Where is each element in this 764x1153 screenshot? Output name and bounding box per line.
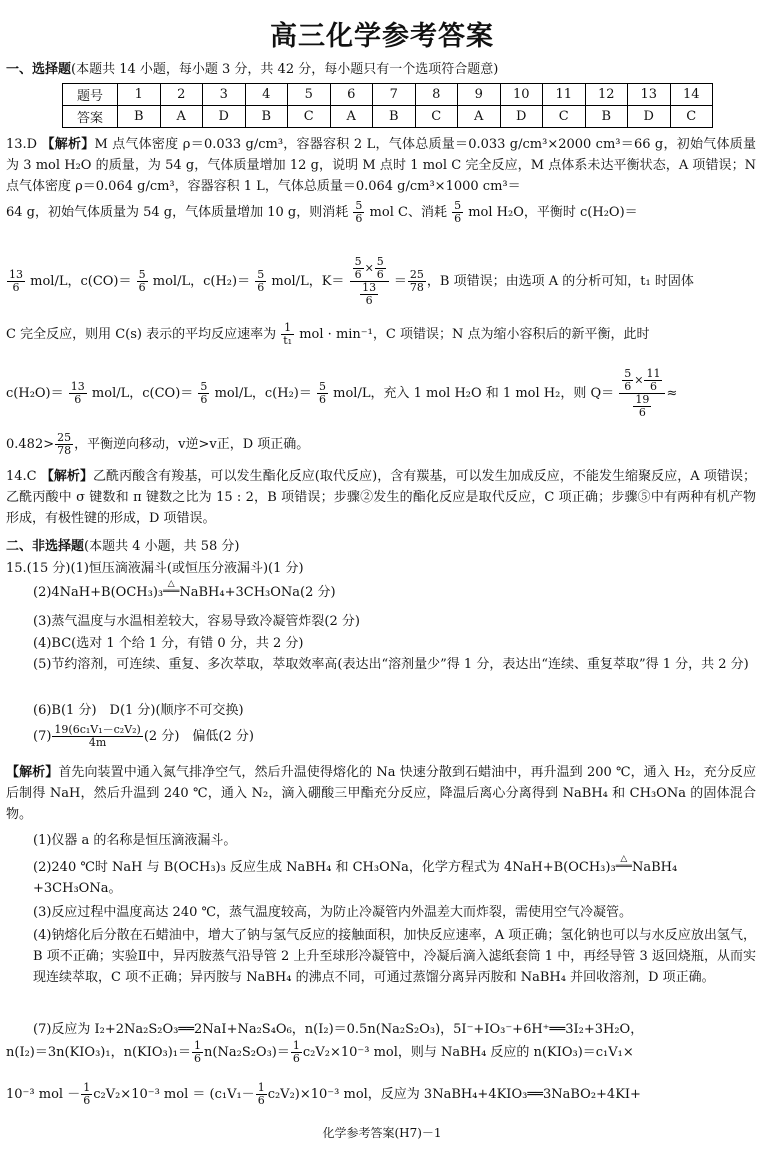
q13-paragraph: 13.D 【解析】M 点气体密度 ρ＝0.033 g/cm³，容器容积 2 L，气体总质量＝0.033 g/cm³×2000 cm³＝66 g，初始气体质量为 3 mol H₂O 的质量，为 54 g，气体质量增加 12 g，说明 M 点时 1 mol C 完全反应，M 点体系未达平衡状态，A 项错误；N 点气体密度 ρ＝0.064 g/cm³，容器容积 1 L，气体总质量＝0.064 g/cm³×1000 cm³＝ (6, 137, 756, 194)
numerator: 1 (257, 1081, 265, 1094)
analysis-text: c₂V₂×10⁻³ mol，则与 NaBH₄ 反应的 n(KIO₃)＝c₁V₁× (302, 1045, 634, 1060)
numerator: 5 (624, 367, 632, 380)
denominator: 6 (83, 1094, 91, 1107)
page-title: 高三化学参考答案 (270, 21, 494, 52)
section-1-heading (6, 58, 498, 77)
q-fraction (619, 368, 665, 419)
fraction (633, 394, 651, 419)
q-denominator (619, 394, 665, 419)
fraction (137, 269, 148, 294)
numerator: 1 (292, 1039, 300, 1052)
q13-text: mol · min⁻¹，C 项错误；N 点为缩小容积后的新平衡，此时 (299, 327, 650, 342)
answer-cell: B (585, 106, 628, 128)
fraction (360, 282, 378, 307)
q13-text-1: M 点气体密度 ρ＝0.033 g/cm³，容器容积 2 L，气体总质量＝0.033 g/cm³×2000 cm³＝66 g，初始气体质量为 3 mol H₂O 的质量，为 54 g，气体质量增加 12 g，说明 M 点时 1 mol C 完全反应，M 点体系未达平衡状态，A 项错误；N 点气体密度 ρ＝0.064 g/cm³，容器容积 1 L，气体总质量＝0.064 g/cm³×1000 cm³＝ (6, 137, 756, 194)
number-cell: 14 (670, 84, 713, 106)
denominator: 6 (355, 212, 363, 225)
answer-7-prefix: (7) (33, 729, 52, 744)
equation-left: (2)4NaH+B(OCH₃)₃ (33, 585, 164, 600)
q15-answer-7 (6, 724, 764, 749)
answer-cell: D (203, 106, 246, 128)
answer-cell: A (160, 106, 203, 128)
section-2-note: (本题共 4 小题，共 58 分) (84, 539, 240, 554)
section-2-label: 二、非选择题 (6, 539, 85, 554)
q14-text: 乙酰丙酸含有羧基，可以发生酯化反应(取代反应)，含有羰基，可以发生加成反应，不能发生缩聚反应，A 项错误；乙酰丙酸中 σ 键数和 π 键数之比为 15 : 2，B 项错误；步骤②发生的酯化反应是取代反应，C 项正确；步骤⑤中有两种有机产物形成，有极性键的形成，D 项错误。 (6, 469, 756, 526)
header-label-cell: 题号 (63, 84, 118, 106)
denominator: 6 (257, 281, 265, 294)
q13-text: C 完全反应，则用 C(s) 表示的平均反应速率为 (6, 327, 277, 342)
denominator: 6 (376, 268, 384, 281)
q13-text: ，平衡逆向移动，v逆>v正，D 项正确。 (74, 437, 310, 452)
answer-cell: A (330, 106, 373, 128)
answer-7-suffix: (2 分) 偏低(2 分) (143, 729, 254, 744)
numerator: 5 (319, 380, 327, 393)
fraction (353, 256, 364, 281)
q15-analysis-3 (6, 855, 756, 899)
denominator: 4m (88, 736, 107, 749)
numerator: 1 (83, 1081, 91, 1094)
numerator: 1 (281, 322, 294, 335)
fraction (55, 432, 73, 457)
numerator: 19 (635, 393, 650, 406)
fraction (408, 269, 426, 294)
answer-cell: C (288, 106, 331, 128)
q15-answer-6: (6)B(1 分) D(1 分)(顺序不可交换) (33, 703, 244, 718)
number-cell: 3 (203, 84, 246, 106)
fraction (255, 269, 266, 294)
denominator: 6 (365, 294, 373, 307)
answer-label-cell: 答案 (63, 106, 118, 128)
answer-cell: D (628, 106, 671, 128)
fraction (291, 1040, 302, 1065)
numerator: 5 (355, 199, 363, 212)
q15-answer-1: 15.(15 分)(1)恒压滴液漏斗(或恒压分液漏斗)(1 分) (6, 561, 304, 576)
numerator: 5 (257, 268, 265, 281)
q13-line-6 (6, 322, 758, 347)
numerator: 5 (138, 268, 146, 281)
answer-cell: D (500, 106, 543, 128)
numerator: 19(6c₁V₁－c₂V₂) (54, 723, 141, 736)
heat-arrow: △ ═══ (163, 579, 180, 597)
analysis-text: 首先向装置中通入氮气排净空气，然后升温使得熔化的 Na 快速分散到石蜡油中，再升温到 200 ℃，通入 H₂，充分反应后制得 NaH，然后升温到 240 ℃，通入 N₂，滴入硼酸三甲酯充分反应，降温后离心分离得到 NaBH₄ 和 CH₃ONa 的固体混合物。 (6, 765, 756, 822)
answer-cell: B (373, 106, 416, 128)
numerator: 13 (70, 380, 85, 393)
denominator: 6 (194, 1052, 202, 1065)
fraction (81, 1082, 92, 1107)
analysis-text: NaBH₄ (631, 860, 678, 875)
analysis-text: n(I₂)＝3n(KIO₃)₁，n(KIO₃)₁＝ (6, 1045, 192, 1060)
numerator: 1 (194, 1039, 202, 1052)
fraction (375, 256, 386, 281)
denominator: 78 (409, 281, 424, 294)
numerator: 13 (362, 281, 377, 294)
q13-text: c(H₂O)＝ (6, 386, 64, 401)
q14-paragraph: 14.C 【解析】乙酰丙酸含有羧基，可以发生酯化反应(取代反应)，含有羰基，可以发生加成反应，不能发生缩聚反应，A 项错误；乙酰丙酸中 σ 键数和 π 键数之比为 15 : 2，B 项错误；步骤②发生的酯化反应是取代反应，C 项正确；步骤⑤中有两种有机产物形成，有极性键的形成，D 项错误。 (6, 469, 756, 526)
answer-7-fraction (52, 724, 142, 749)
q15-analysis-2: (1)仪器 a 的名称是恒压滴液漏斗。 (33, 833, 237, 848)
denominator: 6 (74, 393, 82, 406)
q15-analysis-7 (6, 1040, 758, 1065)
section-1-label: 一、选择题 (6, 62, 72, 77)
number-cell: 1 (118, 84, 161, 106)
denominator: 6 (624, 380, 632, 393)
number-cell: 13 (628, 84, 671, 106)
answer-table (62, 83, 713, 128)
analysis-text: 10⁻³ mol － (6, 1087, 81, 1102)
k-fraction (350, 256, 389, 307)
number-cell: 7 (373, 84, 416, 106)
denominator: 6 (257, 1094, 265, 1107)
number-cell: 5 (288, 84, 331, 106)
q13-line-7: c(H₂O)＝ $\frac{13}{6}$ mol/L，c(CO)＝ $\frac{5}{6}$ mol/L，c(H₂)＝ $\frac{5}{6}$ mol/L，充入 1 mol H₂O 和 1 mol H₂，则 Q＝ $\frac{5}{6}$ × $\frac{11}{6}$ $\frac{19}{6}$ ≈ (6, 367, 678, 419)
fraction (7, 269, 25, 294)
numerator: 11 (646, 367, 661, 380)
analysis-text: (2)240 ℃时 NaH 与 B(OCH₃)₃ 反应生成 NaBH₄ 和 CH₃ONa，化学方程式为 4NaH+B(OCH₃)₃ (33, 860, 616, 875)
denominator: 6 (200, 393, 208, 406)
q13-text: 64 g，初始气体质量为 54 g，气体质量增加 10 g，则消耗 (6, 205, 349, 220)
k-denominator (350, 282, 389, 307)
denominator: 6 (649, 380, 657, 393)
q13-line-8 (6, 432, 758, 457)
q13-text: mol C、消耗 (369, 205, 447, 220)
number-cell: 11 (543, 84, 586, 106)
q15-answer-2 (6, 580, 764, 600)
q15-analysis-8 (6, 1082, 758, 1107)
number-cell: 9 (458, 84, 501, 106)
denominator: 6 (638, 406, 646, 419)
q13-text: mol/L，c(CO)＝ (30, 274, 132, 289)
q13-text: mol/L，c(H₂)＝ (214, 386, 312, 401)
q13-text: mol H₂O，平衡时 c(H₂O)＝ (468, 205, 638, 220)
numerator: 5 (376, 255, 384, 268)
number-cell: 12 (585, 84, 628, 106)
answer-cell: B (118, 106, 161, 128)
q13-line-5: $\frac{13}{6}$ mol/L，c(CO)＝ $\frac{5}{6}$ mol/L，c(H₂)＝ $\frac{5}{6}$ mol/L，K＝ $\frac{5}{6}$ × $\frac{5}{6}$ $\frac{13}{6}$ ＝ $\frac{25}{78}$ ，B 项错误；由选项 A 的分析可知，t₁ 时固体 (9, 255, 694, 307)
q15-analysis-4: (3)反应过程中温度高达 240 ℃，蒸气温度较高，为防止冷凝管内外温差大而炸裂，需使用空气冷凝管。 (33, 905, 633, 920)
fraction (353, 200, 364, 225)
fraction (192, 1040, 203, 1065)
analysis-text: n(Na₂S₂O₃)＝ (204, 1045, 290, 1060)
numerator: 13 (9, 268, 23, 281)
denominator: 6 (319, 393, 327, 406)
number-cell: 8 (415, 84, 458, 106)
denominator: t₁ (283, 334, 293, 347)
number-cell: 10 (500, 84, 543, 106)
q15-answer-4: (4)BC(选对 1 个给 1 分，有错 0 分，共 2 分) (33, 636, 304, 651)
analysis-text: +3CH₃ONa。 (33, 881, 122, 896)
fraction (644, 368, 662, 393)
q13-text: mol/L，充入 1 mol H₂O 和 1 mol H₂，则 Q＝ (333, 386, 615, 401)
analysis-label: 【解析】 (6, 765, 59, 780)
denominator: 78 (57, 444, 72, 457)
fraction (452, 200, 463, 225)
q15-analysis-6: (7)反应为 I₂+2Na₂S₂O₃══2NaI+Na₂S₄O₆，n(I₂)＝0.5n(Na₂S₂O₃)，5I⁻+IO₃⁻+6H⁺══3I₂+3H₂O， (33, 1022, 644, 1037)
q-numerator: $\frac{5}{6}$ × $\frac{11}{6}$ (619, 368, 665, 394)
q13-text: mol/L，K＝ (271, 274, 345, 289)
denominator: 6 (138, 281, 146, 294)
numerator: 25 (57, 431, 72, 444)
analysis-text: c₂V₂×10⁻³ mol ＝ (c₁V₁－ (93, 1087, 255, 1102)
section-1-note: (本题共 14 小题，每小题 3 分，共 42 分，每小题只有一个选项符合题意) (71, 62, 499, 77)
answer-cell: B (245, 106, 288, 128)
fraction (256, 1082, 267, 1107)
q15-analysis-5: (4)钠熔化后分散在石蜡油中，增大了钠与氢气反应的接触面积，加快反应速率，A 项正确；氢化钠也可以与水反应放出氢气，B 项不正确；实验Ⅱ中，异丙胺蒸气沿导管 2 上升至球形冷凝管中，冷凝后滴入滤纸套筒 1 中，再经导管 3 返回烧瓶，从而实现连续萃取，C 项不正确；异丙胺与 NaBH₄ 的沸点不同，可通过蒸馏分离异丙胺和 NaBH₄ 并回收溶剂，D 项正确。 (33, 928, 756, 985)
analysis-text: c₂V₂)×10⁻³ mol，反应为 3NaBH₄+4KIO₃══3NaBO₂+4KI+ (267, 1087, 641, 1102)
answer-cell: A (458, 106, 501, 128)
denominator: 6 (292, 1052, 300, 1065)
numerator: 5 (354, 255, 362, 268)
fraction (69, 381, 87, 406)
answer-cell: C (543, 106, 586, 128)
number-cell: 6 (330, 84, 373, 106)
k-numerator: $\frac{5}{6}$ × $\frac{5}{6}$ (350, 256, 389, 282)
fraction (198, 381, 209, 406)
denominator: 6 (12, 281, 20, 294)
answer-cell: C (415, 106, 458, 128)
number-cell: 2 (160, 84, 203, 106)
q13-text: 0.482> (6, 437, 55, 452)
number-cell: 4 (245, 84, 288, 106)
equation-right: NaBH₄+3CH₃ONa(2 分) (179, 585, 336, 600)
fraction (317, 381, 328, 406)
denominator: 6 (354, 268, 362, 281)
answer-table-answer-row (63, 106, 713, 128)
q13-text: mol/L，c(H₂)＝ (152, 274, 251, 289)
q13-text: mol/L，c(CO)＝ (91, 386, 194, 401)
page-footer: 化学参考答案(H7)－1 (322, 1126, 442, 1140)
section-2-heading (6, 535, 240, 554)
answer-cell: C (670, 106, 713, 128)
q15-answer-5: (5)节约溶剂，可连续、重复、多次萃取，萃取效率高(表达出“溶剂量少”得 1 分，表达出“连续、重复萃取”得 1 分，共 2 分) (33, 657, 749, 672)
fraction (622, 368, 633, 393)
q13-line-4 (6, 200, 758, 225)
q13-text: ，B 项错误；由选项 A 的分析可知，t₁ 时固体 (426, 274, 694, 289)
q15-answer-3: (3)蒸气温度与水温相差较大，容易导致冷凝管炸裂(2 分) (33, 614, 360, 629)
numerator: 5 (200, 380, 208, 393)
numerator: 5 (454, 199, 462, 212)
q15-analysis-1 (6, 762, 756, 825)
denominator: 6 (454, 212, 462, 225)
heat-arrow: △ ═══ (615, 854, 632, 872)
numerator: 25 (409, 268, 424, 281)
answer-table-header-row (63, 84, 713, 106)
fraction (281, 322, 294, 347)
